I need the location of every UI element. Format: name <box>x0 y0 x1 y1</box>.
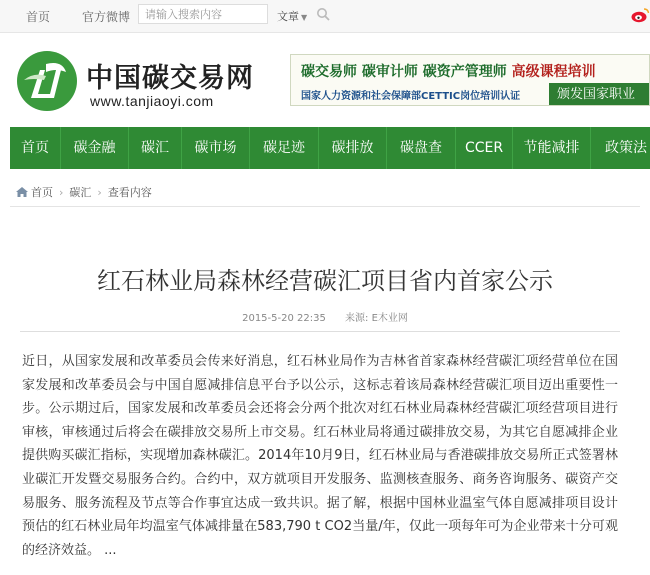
home-icon <box>16 187 28 197</box>
breadcrumb-chevron-icon: › <box>97 186 102 199</box>
article-title: 红石林业局森林经营碳汇项目省内首家公示 <box>97 267 553 295</box>
main-nav <box>10 127 650 169</box>
top-home-link[interactable]: 首页 <box>26 10 51 24</box>
article-meta <box>0 309 650 324</box>
nav-item-carbon-market[interactable]: 碳市场 <box>194 140 237 156</box>
nav-item-ccer[interactable]: CCER <box>464 140 504 156</box>
nav-item-carbon-inventory[interactable]: 碳盘查 <box>400 140 442 156</box>
weibo-icon[interactable] <box>630 6 650 24</box>
article-source: 来源: E木业网 <box>345 313 408 324</box>
search-icon[interactable] <box>316 7 330 21</box>
logo-url: www.tanjiaoyi.com <box>90 93 214 109</box>
article-date: 2015-5-20 22:35 <box>242 313 326 324</box>
training-banner[interactable] <box>290 54 650 106</box>
banner-headline-main: 碳交易师 碳审计师 碳资产管理师 <box>301 64 507 80</box>
breadcrumb-home[interactable]: 首页 <box>31 186 53 199</box>
breadcrumb-section[interactable]: 碳汇 <box>69 186 92 199</box>
banner-headline <box>301 61 596 81</box>
breadcrumb-current: 查看内容 <box>107 186 152 199</box>
nav-item-energy-saving[interactable]: 节能减排 <box>523 140 580 156</box>
banner-headline-accent: 高级课程培训 <box>511 64 596 80</box>
banner-subline: 国家人力资源和社会保障部CETTIC岗位培训认证 <box>301 91 521 102</box>
nav-item-carbon-finance[interactable]: 碳金融 <box>73 140 116 156</box>
logo-text[interactable]: 中国碳交易网 <box>86 63 254 94</box>
breadcrumb-chevron-icon: › <box>59 186 64 199</box>
breadcrumb <box>16 184 152 200</box>
nav-item-policy[interactable]: 政策法 <box>605 140 647 156</box>
nav-item-carbon-sink[interactable]: 碳汇 <box>141 140 169 156</box>
divider <box>20 331 620 332</box>
divider <box>10 206 640 207</box>
search-input[interactable]: 请输入搜索内容 <box>138 4 268 24</box>
nav-item-carbon-emission[interactable]: 碳排放 <box>331 140 374 156</box>
search-type-label: 文章 <box>277 10 299 23</box>
search-type-select[interactable] <box>277 8 307 24</box>
article-body: 近日，从国家发展和改革委员会传来好消息，红石林业局作为吉林省首家森林经营碳汇项经营单位在国家发展和改革委员会与中国自愿减排信息平台予以公示，这标志着该局森林经营碳汇项目迈出重要性一步。公示期过后，国家发展和改革委员会还将会分两个批次对红石林业局森林经营碳汇项经营项目进行审核，审核通过后将会在碳排放交易所上市交易。红石林业局将通过碳排放交易，为其它自愿减排企业提供购买碳汇指标，实现增加森林碳汇。2014年10月9日，红石林业局与香港碳排放交易所正式签署林业碳汇开发暨交易服务合约。合约中，双方就项目开发服务、监测核查服务、商务咨询服务、碳资产交易服务、服务流程及节点等合作事宜达成一致共识。据了解，根据中国林业温室气体自愿减排项目设计预估的红石林业局年均温室气体减排量在583,790 t CO2当量/年，仅此一项每年可为企业带来十分可观的经济效益。 ... <box>22 354 618 558</box>
weibo-link[interactable]: 官方微博 <box>82 10 131 24</box>
banner-tag: 颁发国家职业 <box>549 83 650 106</box>
logo-icon[interactable] <box>16 50 78 112</box>
top-bar <box>0 0 650 33</box>
nav-item-carbon-footprint[interactable]: 碳足迹 <box>263 140 305 156</box>
chevron-down-icon: ▼ <box>301 13 308 22</box>
nav-item-home[interactable]: 首页 <box>21 140 49 156</box>
